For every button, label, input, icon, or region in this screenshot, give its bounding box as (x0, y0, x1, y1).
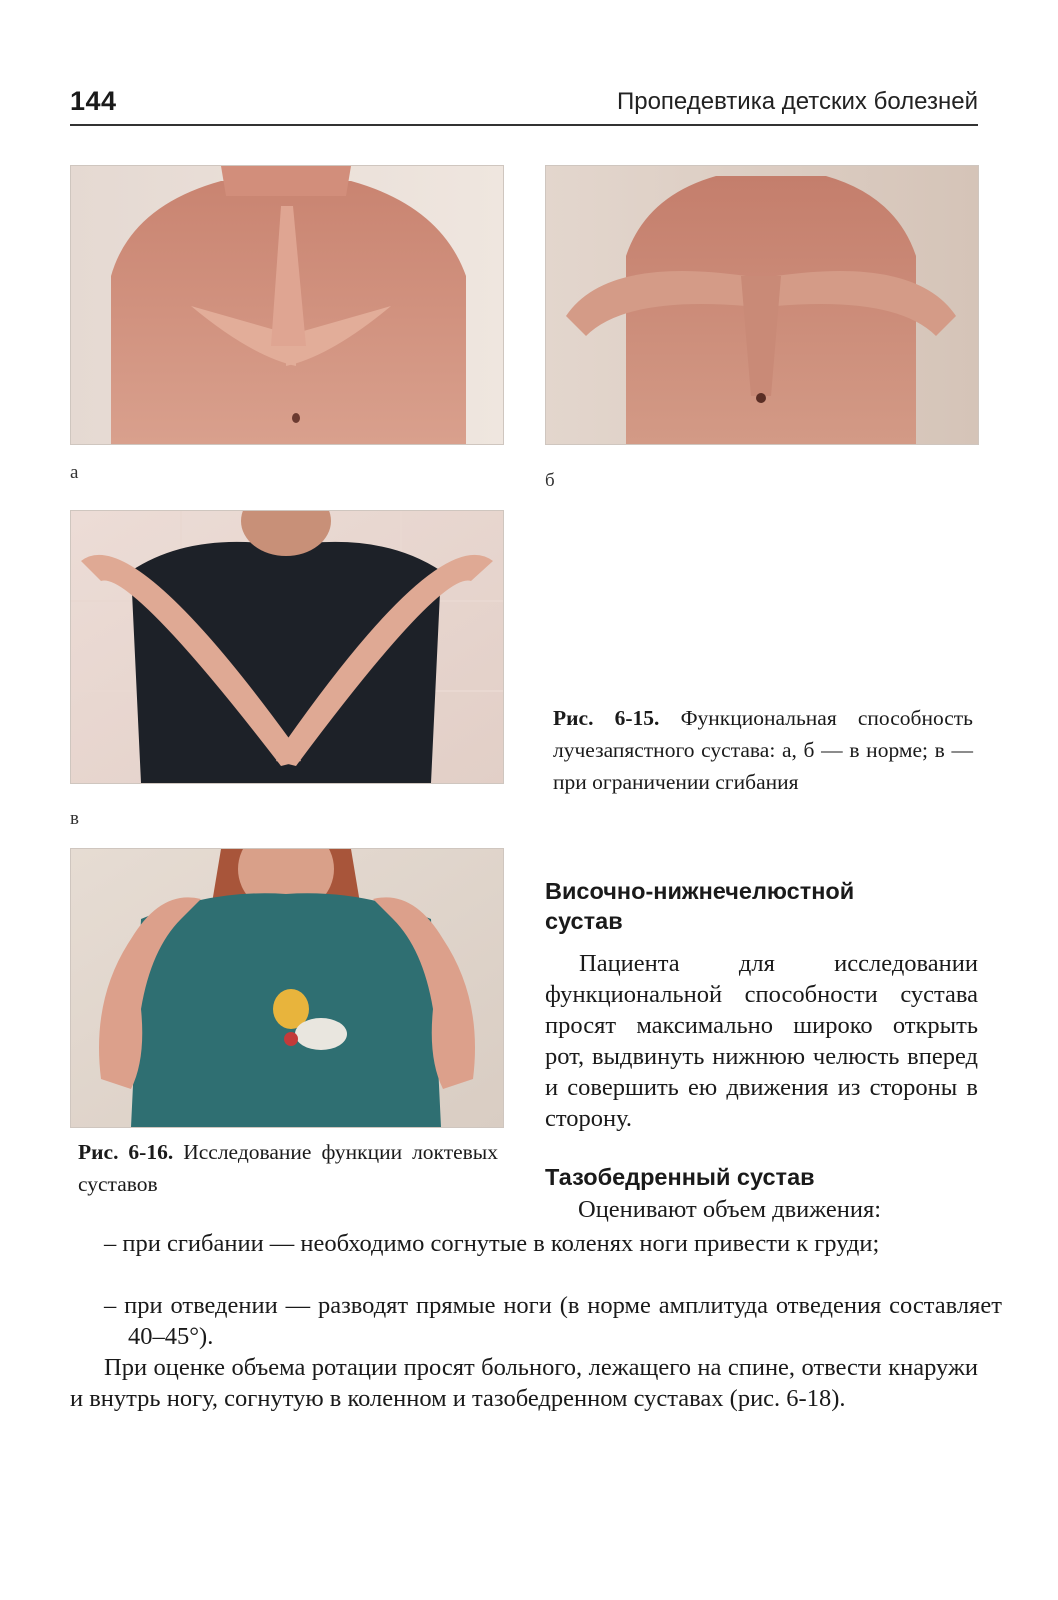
hip-list-item-abduction: – при отведении — разводят прямые ноги (в норме амплитуда отведения составляет 40–45°). (104, 1292, 1002, 1350)
paragraph-hip-rotation: При оценке объема ротации просят больного, лежащего на спине, отвести кнаружи и внутрь ногу, согнутую в коленном и тазобедренном суставах (рис. 6-18). (70, 1354, 978, 1412)
panel-letter-b: б (545, 470, 555, 491)
hip-intro: Оценивают объем движения: (578, 1196, 882, 1223)
heading-tmj-line2: сустав (545, 908, 623, 934)
panel-letter-v: в (70, 808, 79, 829)
page-number: 144 (70, 86, 117, 116)
photo-6-15v (70, 510, 504, 784)
photo-6-15a (70, 165, 504, 445)
figure-6-16-caption (78, 1136, 498, 1200)
hip-list-item-flexion: – при сгибании — необходимо согнутые в коленях ноги привести к груди; (104, 1230, 880, 1257)
header-rule (70, 124, 978, 126)
running-title: Пропедевтика детских болезней (616, 88, 978, 115)
figure-6-16-label: Рис. 6-16. (78, 1140, 174, 1164)
heading-tmj (545, 876, 975, 936)
figure-6-15-label: Рис. 6-15. (553, 706, 660, 730)
figure-6-15-text: Функциональная способность лучезапястного сустава: а, б — в норме; в — при ограничении сгибания (553, 706, 973, 794)
figure-6-15-caption (553, 702, 973, 798)
photo-6-15b (545, 165, 979, 445)
heading-tmj-line1: Височно-нижнечелюстной (545, 878, 855, 904)
photo-6-16 (70, 848, 504, 1128)
heading-hip: Тазобедренный сустав (545, 1164, 815, 1190)
paragraph-tmj: Пациента для исследовании функциональной способности сустава просят максимально широко открыть рот, выдвинуть нижнюю челюсть вперед и совершить ею движения из стороны в сторону. (545, 950, 978, 1132)
panel-letter-a: а (70, 462, 79, 483)
figure-6-16-text: Исследование функции локтевых суставов (78, 1140, 498, 1196)
